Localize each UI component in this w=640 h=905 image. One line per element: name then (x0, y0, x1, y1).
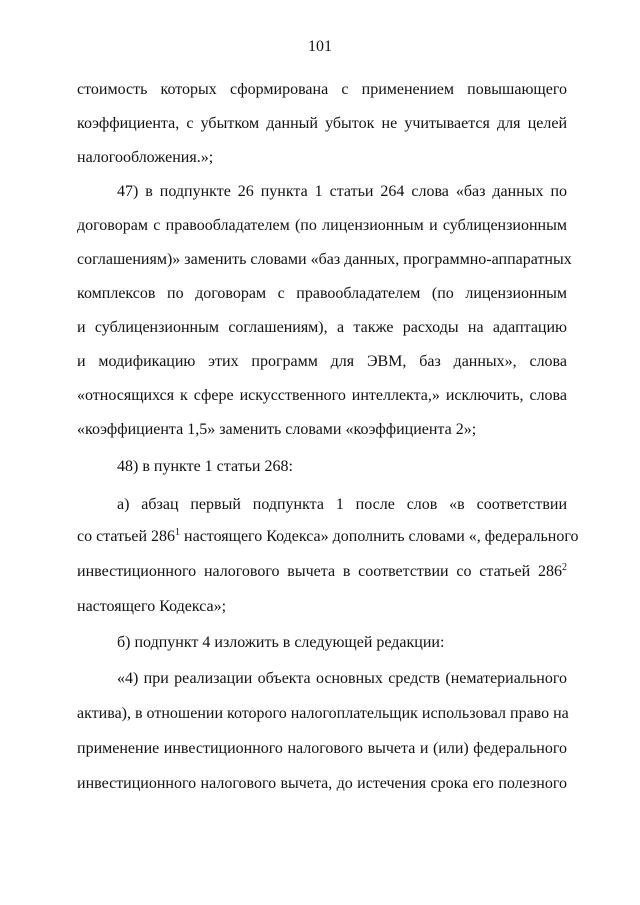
text-line: «4) при реализации объекта основных средств (нематериального (117, 670, 567, 687)
text-line: комплексов по договорам с правообладателем (по лицензионным (77, 285, 567, 302)
text-line: «относящихся к сфере искусственного интеллекта,» исключить, слова (77, 387, 567, 404)
text-line: налогообложения.»; (77, 149, 214, 166)
text-line: соглашениям)» заменить словами «баз данных, программно-аппаратных (77, 251, 572, 268)
text-line-286-2 (77, 562, 567, 582)
text-line: а) абзац первый подпункта 1 после слов «в соответствии (117, 496, 567, 513)
text-line: и модификацию этих программ для ЭВМ, баз данных», слова (77, 353, 567, 370)
text-line: и сублицензионным соглашениям), а также расходы на адаптацию (77, 319, 567, 336)
text-line: инвестиционного налогового вычета, до истечения срока его полезного (77, 775, 567, 792)
text-line: стоимость которых сформирована с применением повышающего (77, 81, 567, 98)
text-line: договорам с правообладателем (по лицензионным и сублицензионным (77, 217, 567, 234)
superscript: 1 (175, 527, 181, 538)
text-line: актива), в отношении которого налогоплательщик использовал право на (77, 705, 569, 722)
page-number: 101 (308, 38, 332, 55)
text-fragment: со статьей 286 (77, 528, 176, 545)
text-fragment: инвестиционного налогового вычета в соответствии со статьей 286 (77, 563, 562, 580)
text-line: настоящего Кодекса»; (77, 598, 227, 615)
text-fragment: настоящего Кодекса» дополнить словами «, федерального (180, 528, 579, 545)
text-line: 48) в пункте 1 статьи 268: (117, 458, 293, 475)
text-line: «коэффициента 1,5» заменить словами «коэффициента 2»; (77, 421, 477, 438)
text-line: б) подпункт 4 изложить в следующей редакции: (117, 634, 445, 651)
text-line: применение инвестиционного налогового вычета и (или) федерального (77, 740, 567, 757)
text-line: 47) в подпункте 26 пункта 1 статьи 264 слова «баз данных по (117, 183, 567, 200)
text-line-286-1 (77, 527, 579, 547)
superscript: 2 (562, 562, 567, 573)
text-line: коэффициента, с убытком данный убыток не учитывается для целей (77, 115, 567, 132)
